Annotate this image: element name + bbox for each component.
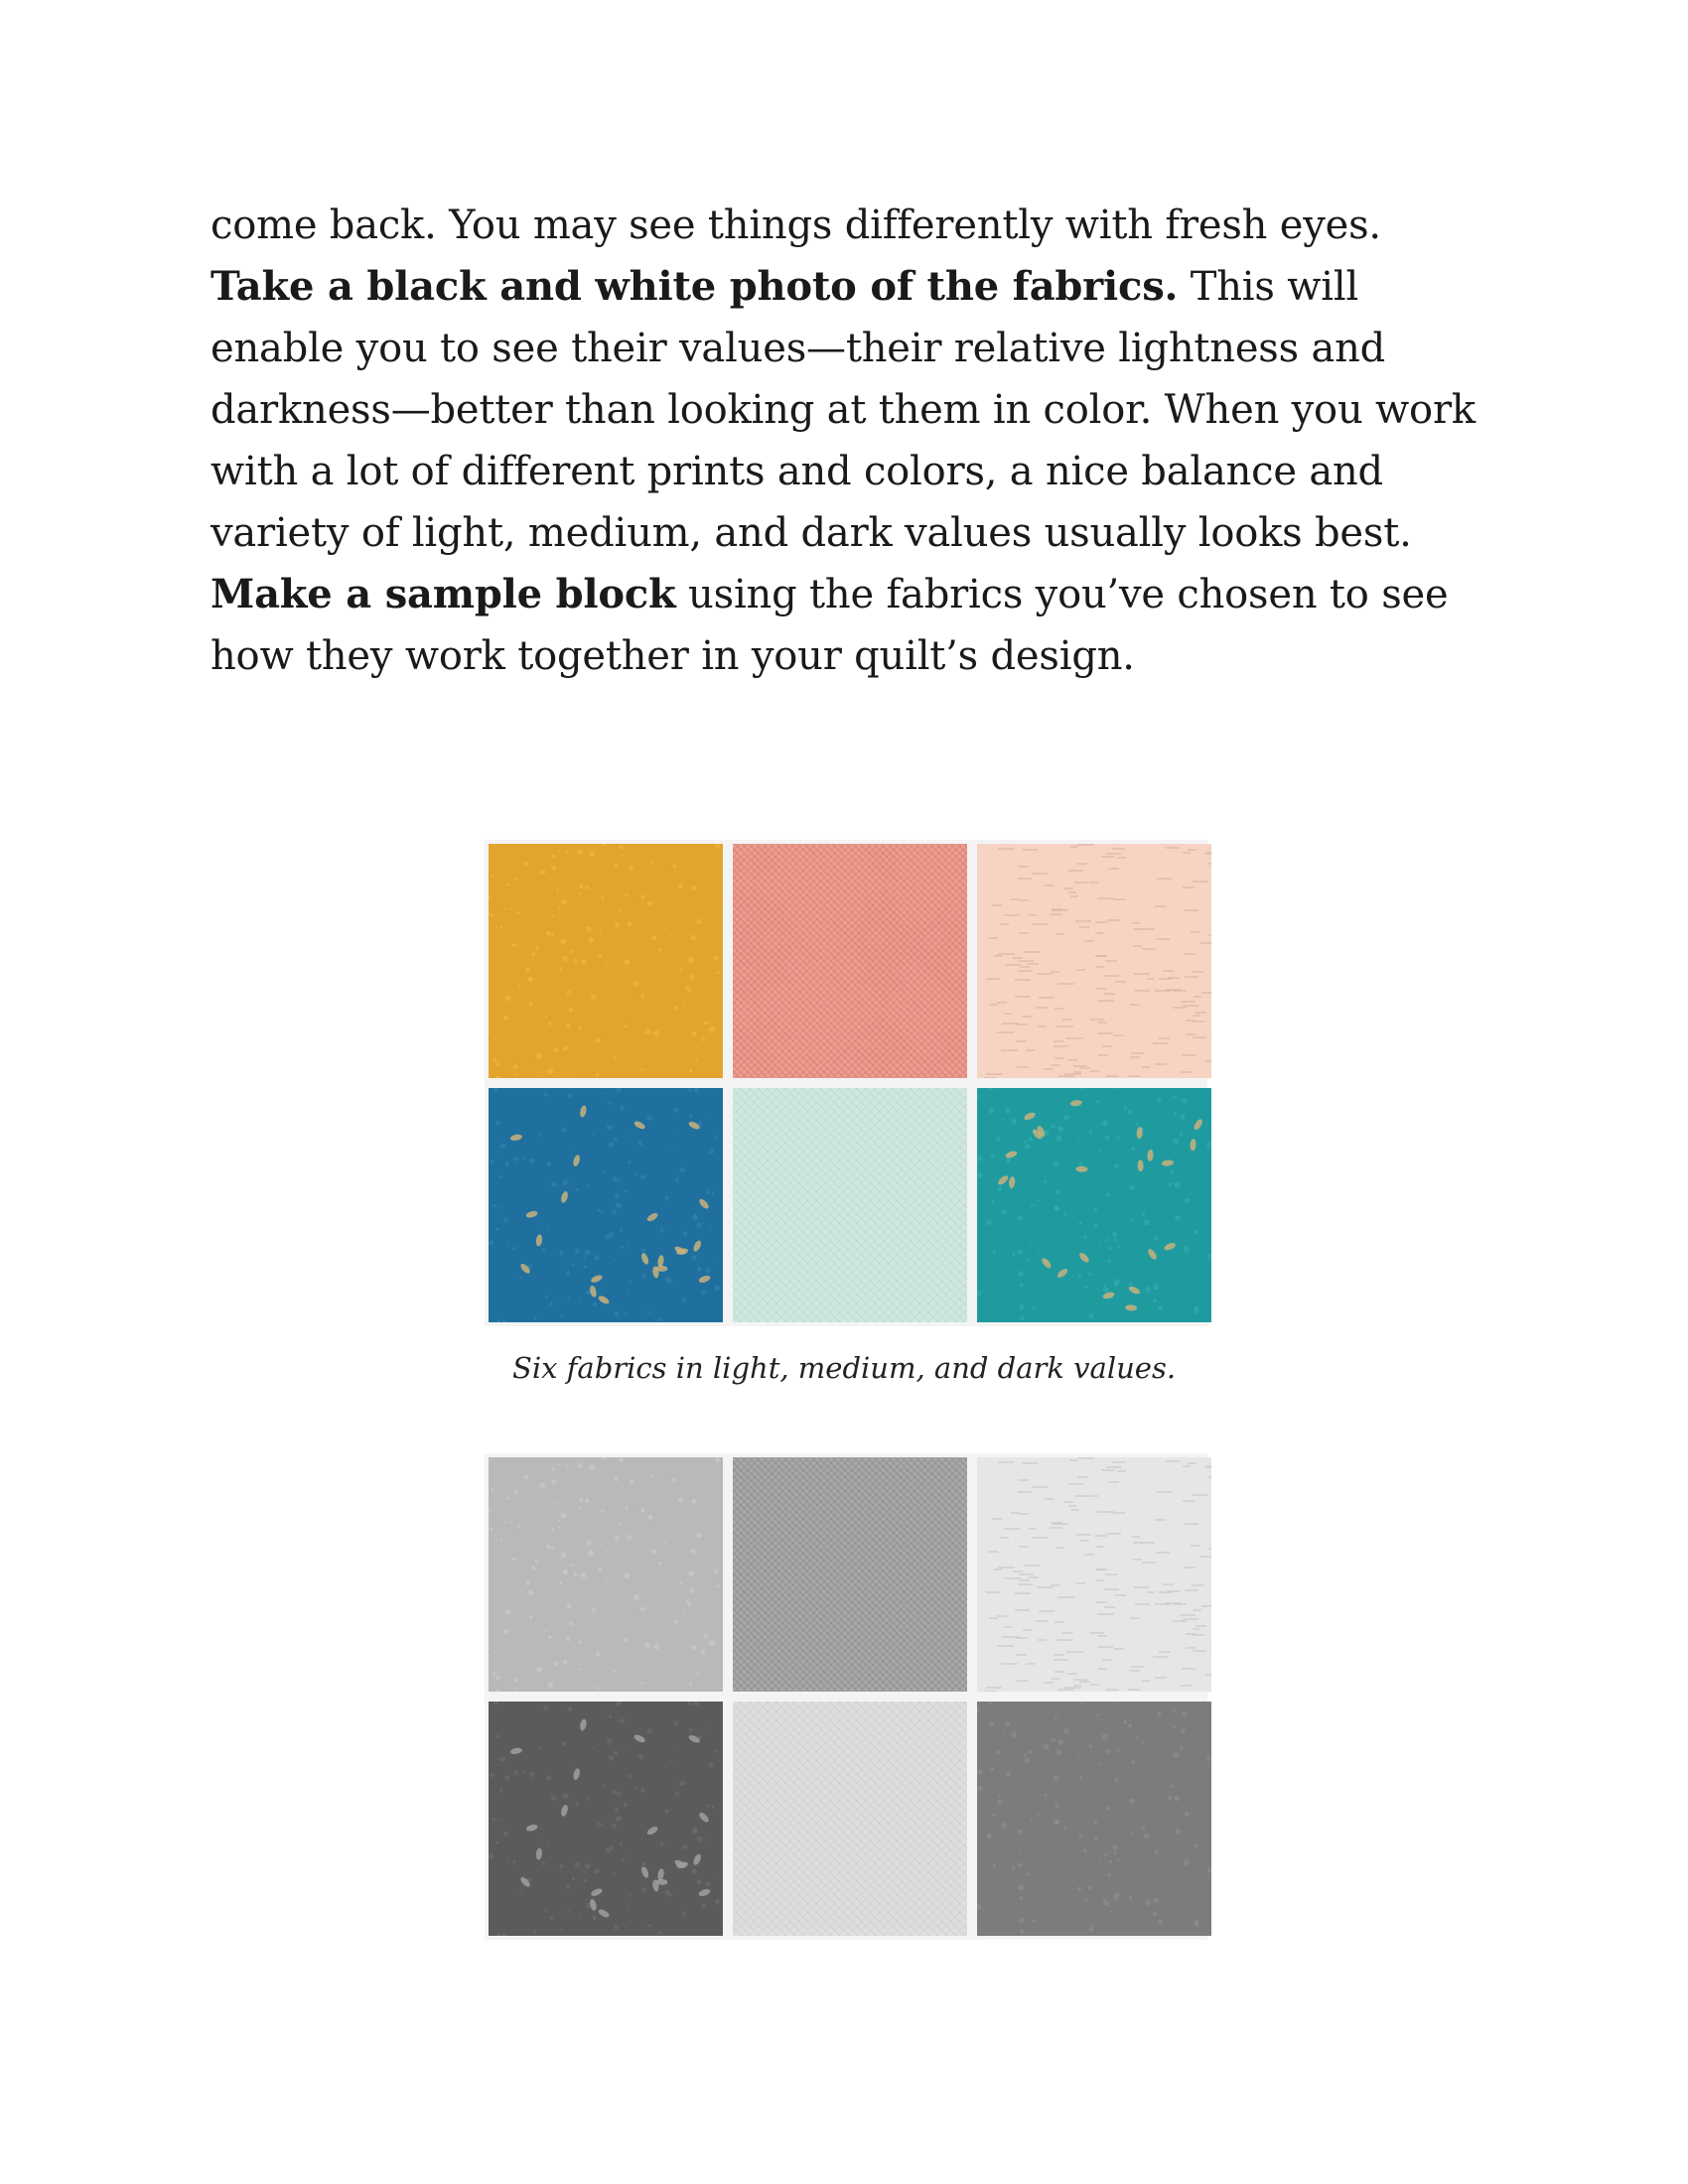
- paragraph-lead-bold: Make a sample block: [211, 571, 676, 617]
- fabric-swatch-mustard: [489, 844, 723, 1078]
- fabric-grayscale-photo: [485, 1453, 1207, 1940]
- paragraph-text: using the fabrics you’ve chosen to see how they work together in your quilt’s design.: [211, 572, 1449, 679]
- fabric-swatch-blush-texture: [977, 844, 1211, 1078]
- fabric-swatch-gray-light-medium: [489, 1457, 723, 1692]
- fabric-swatch-grid-grayscale: [485, 1453, 1207, 1940]
- fabric-swatch-teal-leaf: [977, 1088, 1211, 1322]
- fabric-swatch-gray-dark-leaf: [489, 1702, 723, 1936]
- fabric-swatch-gray-light: [733, 1702, 967, 1936]
- fabric-swatch-blue-leaf: [489, 1088, 723, 1322]
- fabric-swatch-grid-color: [485, 840, 1207, 1326]
- paragraph-text: come back. You may see things differently with fresh eyes.: [211, 203, 1381, 248]
- fabric-swatch-gray-very-light: [977, 1457, 1211, 1692]
- paragraph-sample-block: [211, 564, 1491, 687]
- paragraph-text: This will enable you to see their values—their relative lightness and darkness—better than looking at them in color. When you work with a lot of different prints and colors, a nice balance and variety of light, medium, and dark values usually looks best.: [211, 264, 1476, 556]
- page-body: [211, 195, 1491, 687]
- fabric-color-photo: [485, 840, 1207, 1326]
- fabric-swatch-gray-crosshatch: [733, 1457, 967, 1692]
- figure-caption: Six fabrics in light, medium, and dark values.: [511, 1351, 1177, 1385]
- fabric-swatch-gray-medium-dark: [977, 1702, 1211, 1936]
- paragraph-lead-bold: Take a black and white photo of the fabrics.: [211, 263, 1179, 310]
- fabric-swatch-mint-linen: [733, 1088, 967, 1322]
- paragraph-fresh-eyes: [211, 195, 1491, 256]
- paragraph-black-white-photo: [211, 256, 1491, 564]
- fabric-swatch-coral-crosshatch: [733, 844, 967, 1078]
